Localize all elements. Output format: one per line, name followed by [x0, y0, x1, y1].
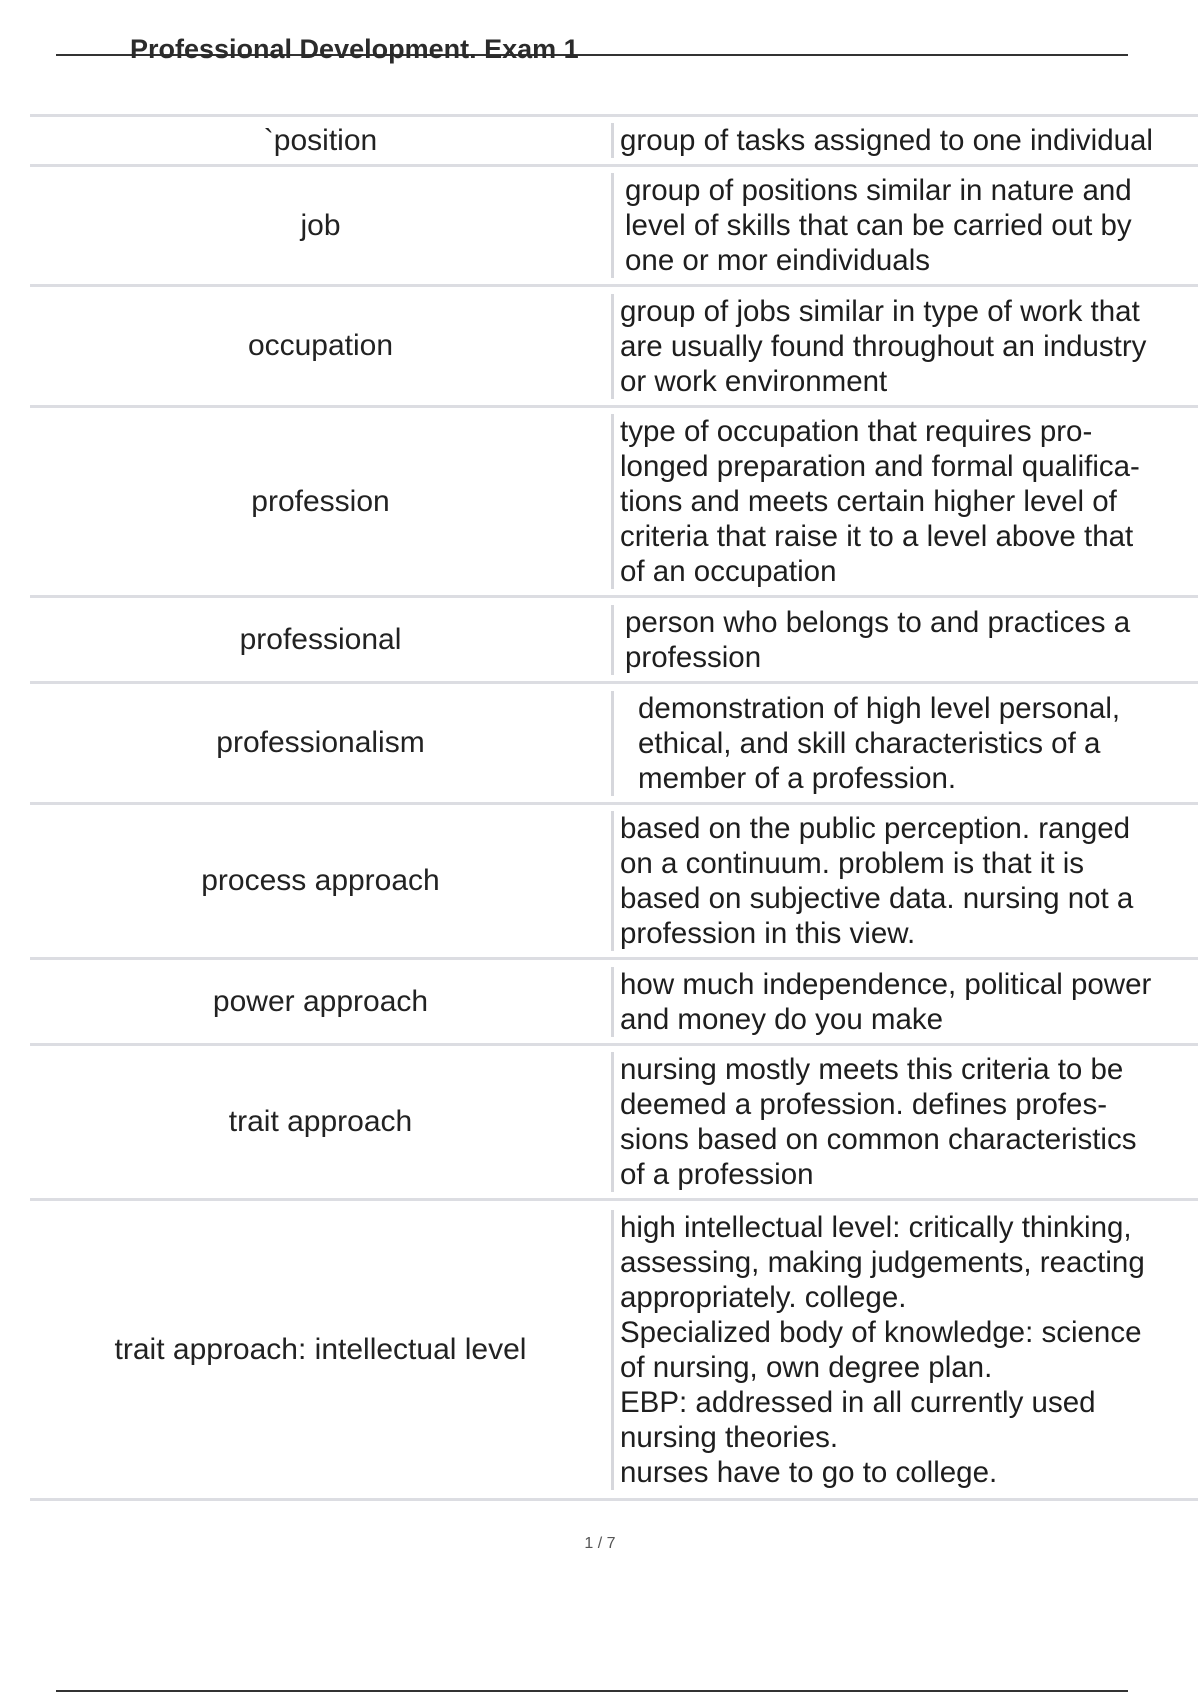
definition-cell — [611, 116, 1198, 166]
table-row — [30, 959, 1198, 1045]
definition-text: nursing mostly meets this criteria to be deemed a profession. defines profes- sions based on common characteristics of a profession — [611, 1052, 1198, 1192]
definition-text: demonstration of high level personal, ethical, and skill characteristics of a member of a profession. — [611, 691, 1198, 796]
definition-text: group of jobs similar in type of work that are usually found throughout an industry or work environment — [611, 294, 1198, 399]
table-row — [30, 1045, 1198, 1200]
table-row — [30, 116, 1198, 166]
definition-cell — [611, 166, 1198, 286]
definition-cell — [611, 959, 1198, 1045]
definition-text: type of occupation that requires pro- longed preparation and formal qualifica- tions and meets certain higher level of criteria that raise it to a level above that of an occupation — [611, 414, 1198, 589]
term-text: trait approach — [228, 1105, 413, 1138]
term-text: trait approach: intellectual level — [114, 1332, 527, 1366]
definition-cell — [611, 1200, 1198, 1500]
definition-cell — [611, 597, 1198, 683]
term-cell — [30, 683, 611, 804]
term-cell — [30, 116, 611, 166]
term-cell — [30, 597, 611, 683]
term-cell — [30, 1200, 611, 1500]
table-row — [30, 407, 1198, 597]
term-text: job — [300, 208, 341, 242]
page-indicator: 1 / 7 — [584, 1535, 616, 1552]
definition-text: based on the public perception. ranged on a continuum. problem is that it is based on subjective data. nursing not a profession in this view. — [611, 811, 1198, 951]
bottom-rule — [56, 1690, 1128, 1692]
definition-cell — [611, 1045, 1198, 1200]
definition-text: how much independence, political power and money do you make — [611, 967, 1198, 1037]
definition-cell — [611, 804, 1198, 959]
term-cell — [30, 286, 611, 407]
definition-cell — [611, 683, 1198, 804]
table-row — [30, 1200, 1198, 1500]
term-cell — [30, 804, 611, 959]
term-text: process approach — [201, 864, 440, 897]
term-text: occupation — [247, 329, 394, 362]
definition-text: person who belongs to and practices a profession — [611, 605, 1198, 675]
definition-text: group of tasks assigned to one individual — [611, 123, 1198, 158]
flashcard-table — [30, 114, 1198, 1501]
definition-text: group of positions similar in nature and level of skills that can be carried out by one or mor eindividuals — [611, 173, 1198, 278]
term-cell — [30, 407, 611, 597]
term-cell — [30, 166, 611, 286]
term-text: profession — [251, 484, 390, 518]
definition-cell — [611, 286, 1198, 407]
table-row — [30, 597, 1198, 683]
definition-cell — [611, 407, 1198, 597]
table-row — [30, 166, 1198, 286]
definition-text: high intellectual level: critically thinking, assessing, making judgements, reacting appropriately. college. Specialized body of knowledge: science of nursing, own degree plan. EBP: addressed in all currently used nursing theories. nurses have to go to college. — [611, 1210, 1198, 1490]
term-text: power approach — [212, 984, 429, 1018]
page-title: Professional Development. Exam 1 — [130, 34, 579, 64]
table-row — [30, 804, 1198, 959]
table-row — [30, 286, 1198, 407]
table-row — [30, 683, 1198, 804]
term-text: professionalism — [216, 726, 425, 759]
term-text: `position — [263, 123, 378, 157]
term-cell — [30, 959, 611, 1045]
term-text: professional — [239, 622, 402, 656]
term-cell — [30, 1045, 611, 1200]
